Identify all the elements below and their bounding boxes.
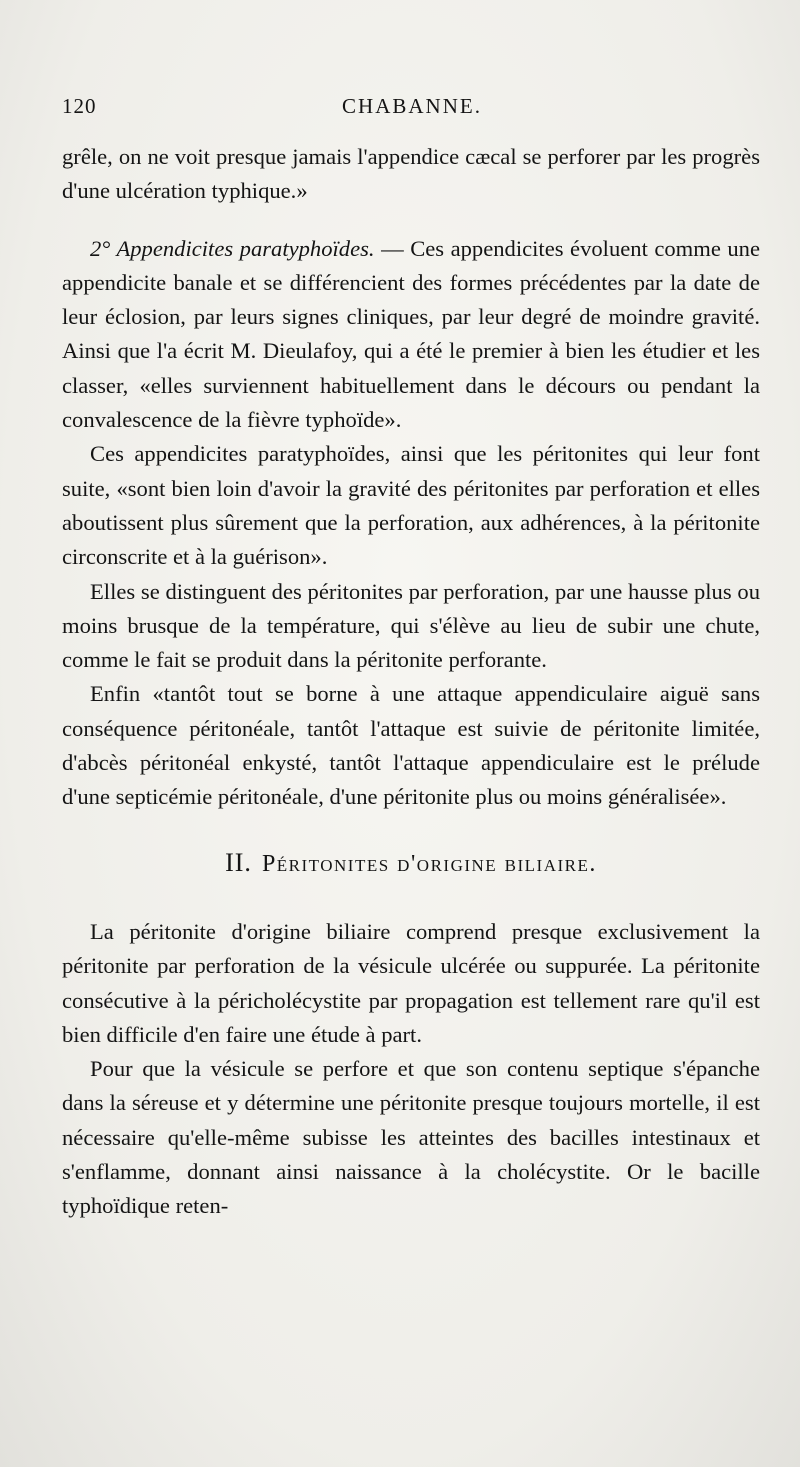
paragraph-continuation: grêle, on ne voit presque jamais l'appendice cæcal se perforer par les progrès d'une ulcération typhique.» <box>62 144 760 204</box>
paragraph: La péritonite d'origine biliaire comprend presque exclusivement la péritonite par perforation de la vésicule ulcérée ou suppurée. La péritonite consécutive à la péricholécystite par propagation est tellement rare qu'il est bien difficile d'en faire une étude à part. <box>62 918 760 1047</box>
section-heading <box>62 846 760 881</box>
paragraph: Pour que la vésicule se perfore et que son contenu septique s'épanche dans la séreuse et y détermine une péritonite presque toujours mortelle, il est nécessaire qu'elle-même subisse les atteintes des bacilles intestinaux et s'enflamme, donnant ainsi naissance à la cholécystite. Or le bacille typhoïdique reten- <box>62 1056 760 1219</box>
section-title: Péritonites d'origine biliaire. <box>261 850 597 877</box>
page-number: 120 <box>62 94 97 118</box>
paragraph: Ces appendicites paratyphoïdes, ainsi que les péritonites qui leur font suite, «sont bien loin d'avoir la gravité des péritonites par perforation et elles aboutissent plus sûrement que la perforation, aux adhérences, à la péritonite circonscrite et à la guérison». <box>62 441 760 570</box>
page-header <box>62 94 762 126</box>
section-number: II. <box>225 847 252 877</box>
paragraph-text: — Ces appendicites évoluent comme une appendicite banale et se différencient des formes précédentes par la date de leur éclosion, par leurs signes cliniques, par leur degré de moindre gravité. Ainsi que l'a écrit M. Dieulafoy, qui a été le premier à bien les étudier et les classer, «elles surviennent habituellement dans le décours ou pendant la convalescence de la fièvre typhoïde». <box>62 235 760 433</box>
paragraph: Enfin «tantôt tout se borne à une attaque appendiculaire aiguë sans conséquence péritonéale, tantôt l'attaque est suivie de péritonite limitée, d'abcès péritonéal enkysté, tantôt l'attaque appendiculaire est le prélude d'une septicémie péritonéale, d'une péritonite plus ou moins généralisée». <box>62 681 760 810</box>
running-title: CHABANNE. <box>342 94 482 118</box>
subsection-label: 2° Appendicites paratyphoïdes. <box>90 235 375 261</box>
paragraph: Elles se distinguent des péritonites par perforation, par une hausse plus ou moins brusque de la température, qui s'élève au lieu de subir une chute, comme le fait se produit dans la péritonite perforante. <box>62 578 760 673</box>
paragraph-paratyphoid-appendicitis <box>62 232 760 438</box>
body-text <box>62 140 760 1224</box>
